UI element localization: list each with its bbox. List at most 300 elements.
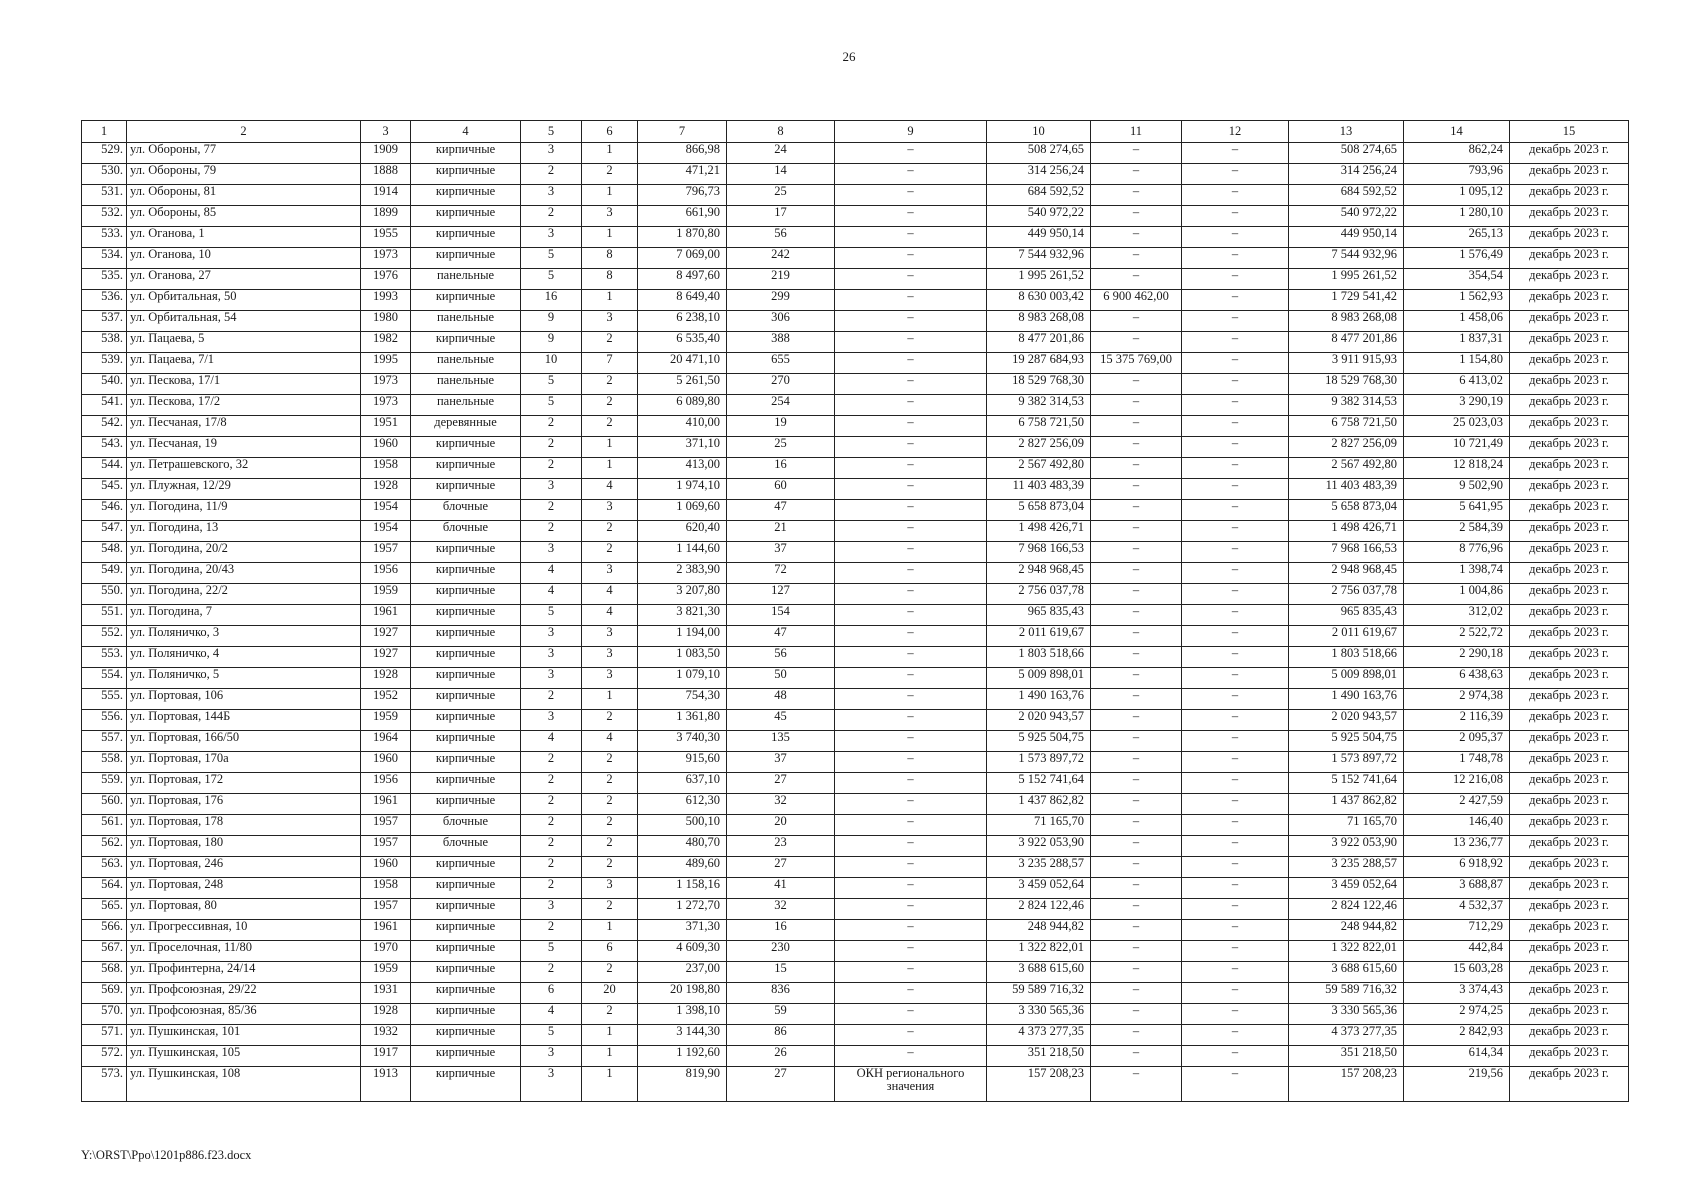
table-cell: декабрь 2023 г. xyxy=(1510,206,1629,227)
table-cell: 354,54 xyxy=(1404,269,1510,290)
table-cell: ул. Оганова, 27 xyxy=(127,269,361,290)
table-cell: – xyxy=(835,689,987,710)
table-cell: кирпичные xyxy=(411,332,521,353)
table-cell: 1 083,50 xyxy=(638,647,727,668)
table-cell: 254 xyxy=(727,395,835,416)
table-cell: – xyxy=(1091,899,1182,920)
table-cell: 1 562,93 xyxy=(1404,290,1510,311)
table-cell: кирпичные xyxy=(411,479,521,500)
table-cell: – xyxy=(1091,206,1182,227)
table-cell: 154 xyxy=(727,605,835,626)
table-cell: кирпичные xyxy=(411,164,521,185)
table-cell: 1 322 822,01 xyxy=(987,941,1091,962)
table-cell: 819,90 xyxy=(638,1067,727,1102)
table-cell: 1 437 862,82 xyxy=(987,794,1091,815)
table-cell: 554. xyxy=(82,668,127,689)
table-row xyxy=(82,479,1629,500)
table-cell: ул. Поляничко, 4 xyxy=(127,647,361,668)
table-cell: 4 xyxy=(582,605,638,626)
table-cell: – xyxy=(1182,542,1289,563)
table-cell: 3 xyxy=(582,647,638,668)
table-cell: 1976 xyxy=(361,269,411,290)
table-row xyxy=(82,689,1629,710)
table-cell: 544. xyxy=(82,458,127,479)
column-header: 12 xyxy=(1182,121,1289,143)
table-cell: ул. Портовая, 80 xyxy=(127,899,361,920)
table-cell: 3 922 053,90 xyxy=(987,836,1091,857)
table-cell: – xyxy=(1091,626,1182,647)
table-cell: декабрь 2023 г. xyxy=(1510,857,1629,878)
table-cell: 449 950,14 xyxy=(987,227,1091,248)
table-cell: – xyxy=(1091,227,1182,248)
table-cell: 371,10 xyxy=(638,437,727,458)
table-cell: 3 xyxy=(521,647,582,668)
table-cell: декабрь 2023 г. xyxy=(1510,836,1629,857)
table-cell: 26 xyxy=(727,1046,835,1067)
table-cell: 2 xyxy=(521,857,582,878)
table-row xyxy=(82,458,1629,479)
table-cell: ул. Погодина, 7 xyxy=(127,605,361,626)
table-cell: 1973 xyxy=(361,248,411,269)
table-cell: – xyxy=(1182,626,1289,647)
table-cell: – xyxy=(1182,332,1289,353)
table-cell: ОКН регионального значения xyxy=(835,1067,987,1102)
table-cell: – xyxy=(835,563,987,584)
table-cell: – xyxy=(1091,752,1182,773)
table-row xyxy=(82,920,1629,941)
table-cell: 2 824 122,46 xyxy=(987,899,1091,920)
table-cell: 1959 xyxy=(361,584,411,605)
table-cell: 4 373 277,35 xyxy=(1289,1025,1404,1046)
table-cell: ул. Плужная, 12/29 xyxy=(127,479,361,500)
table-cell: – xyxy=(835,164,987,185)
table-cell: 1980 xyxy=(361,311,411,332)
table-cell: 562. xyxy=(82,836,127,857)
table-cell: – xyxy=(835,773,987,794)
table-cell: 556. xyxy=(82,710,127,731)
table-cell: декабрь 2023 г. xyxy=(1510,164,1629,185)
table-cell: – xyxy=(1182,416,1289,437)
table-cell: 2 xyxy=(582,836,638,857)
table-cell: 538. xyxy=(82,332,127,353)
table-cell: декабрь 2023 г. xyxy=(1510,899,1629,920)
table-cell: 4 609,30 xyxy=(638,941,727,962)
table-cell: 48 xyxy=(727,689,835,710)
table-cell: 3 688 615,60 xyxy=(987,962,1091,983)
table-cell: – xyxy=(1182,227,1289,248)
table-cell: – xyxy=(1182,605,1289,626)
table-cell: декабрь 2023 г. xyxy=(1510,584,1629,605)
table-cell: 866,98 xyxy=(638,143,727,164)
table-cell: – xyxy=(1182,1025,1289,1046)
table-cell: 1 154,80 xyxy=(1404,353,1510,374)
table-row xyxy=(82,1025,1629,1046)
table-row xyxy=(82,962,1629,983)
table-cell: 72 xyxy=(727,563,835,584)
table-cell: 550. xyxy=(82,584,127,605)
table-cell: 3 xyxy=(582,878,638,899)
table-cell: панельные xyxy=(411,269,521,290)
table-cell: 4 xyxy=(521,1004,582,1025)
table-cell: – xyxy=(1091,962,1182,983)
housing-table xyxy=(81,120,1629,1102)
table-cell: – xyxy=(835,437,987,458)
table-cell: 542. xyxy=(82,416,127,437)
table-cell: 5 152 741,64 xyxy=(987,773,1091,794)
table-cell: кирпичные xyxy=(411,857,521,878)
table-cell: декабрь 2023 г. xyxy=(1510,941,1629,962)
table-cell: кирпичные xyxy=(411,710,521,731)
table-cell: 9 xyxy=(521,332,582,353)
table-cell: – xyxy=(1182,500,1289,521)
table-cell: ул. Портовая, 248 xyxy=(127,878,361,899)
table-row xyxy=(82,563,1629,584)
table-cell: 1 803 518,66 xyxy=(1289,647,1404,668)
table-cell: 2 427,59 xyxy=(1404,794,1510,815)
table-cell: – xyxy=(1182,794,1289,815)
table-cell: 1959 xyxy=(361,710,411,731)
table-cell: 413,00 xyxy=(638,458,727,479)
table-cell: 1 398,74 xyxy=(1404,563,1510,584)
table-cell: ул. Пескова, 17/1 xyxy=(127,374,361,395)
table-cell: 1960 xyxy=(361,857,411,878)
table-cell: 489,60 xyxy=(638,857,727,878)
table-cell: 655 xyxy=(727,353,835,374)
table-cell: 551. xyxy=(82,605,127,626)
table-cell: – xyxy=(835,416,987,437)
table-cell: – xyxy=(835,290,987,311)
table-cell: 1914 xyxy=(361,185,411,206)
table-cell: блочные xyxy=(411,836,521,857)
table-cell: блочные xyxy=(411,815,521,836)
table-cell: 23 xyxy=(727,836,835,857)
table-cell: 71 165,70 xyxy=(1289,815,1404,836)
table-cell: 1957 xyxy=(361,899,411,920)
table-cell: кирпичные xyxy=(411,1004,521,1025)
table-cell: 836 xyxy=(727,983,835,1004)
table-cell: 2 xyxy=(521,521,582,542)
table-cell: 2 xyxy=(582,773,638,794)
table-cell: декабрь 2023 г. xyxy=(1510,311,1629,332)
table-cell: 7 544 932,96 xyxy=(1289,248,1404,269)
table-row xyxy=(82,857,1629,878)
table-cell: 2 xyxy=(582,962,638,983)
table-cell: декабрь 2023 г. xyxy=(1510,1067,1629,1102)
table-cell: 1 079,10 xyxy=(638,668,727,689)
table-cell: 37 xyxy=(727,542,835,563)
table-row xyxy=(82,500,1629,521)
table-cell: 4 xyxy=(521,584,582,605)
table-cell: 2 974,25 xyxy=(1404,1004,1510,1025)
table-cell: декабрь 2023 г. xyxy=(1510,185,1629,206)
table-cell: 7 968 166,53 xyxy=(987,542,1091,563)
table-cell: – xyxy=(1091,521,1182,542)
table-cell: 3 xyxy=(582,626,638,647)
table-cell: – xyxy=(835,311,987,332)
table-cell: ул. Оганова, 1 xyxy=(127,227,361,248)
column-header: 15 xyxy=(1510,121,1629,143)
table-cell: 1 xyxy=(582,458,638,479)
table-cell: 545. xyxy=(82,479,127,500)
table-cell: декабрь 2023 г. xyxy=(1510,1004,1629,1025)
table-cell: ул. Погодина, 20/2 xyxy=(127,542,361,563)
table-cell: 1993 xyxy=(361,290,411,311)
table-cell: – xyxy=(835,710,987,731)
table-cell: – xyxy=(1182,668,1289,689)
table-cell: 1 xyxy=(582,290,638,311)
table-cell: декабрь 2023 г. xyxy=(1510,458,1629,479)
table-cell: 18 529 768,30 xyxy=(1289,374,1404,395)
table-cell: 1927 xyxy=(361,647,411,668)
table-cell: 2 xyxy=(521,794,582,815)
table-cell: декабрь 2023 г. xyxy=(1510,626,1629,647)
table-cell: 312,02 xyxy=(1404,605,1510,626)
table-cell: 3 207,80 xyxy=(638,584,727,605)
table-cell: – xyxy=(1182,395,1289,416)
column-header: 13 xyxy=(1289,121,1404,143)
table-cell: 1957 xyxy=(361,815,411,836)
table-cell: 965 835,43 xyxy=(987,605,1091,626)
table-cell: 1957 xyxy=(361,542,411,563)
table-cell: 712,29 xyxy=(1404,920,1510,941)
table-cell: кирпичные xyxy=(411,563,521,584)
table-cell: панельные xyxy=(411,353,521,374)
table-cell: – xyxy=(1091,332,1182,353)
table-cell: 7 069,00 xyxy=(638,248,727,269)
table-cell: 1954 xyxy=(361,500,411,521)
table-cell: 559. xyxy=(82,773,127,794)
table-cell: панельные xyxy=(411,311,521,332)
table-cell: 2 584,39 xyxy=(1404,521,1510,542)
table-cell: 265,13 xyxy=(1404,227,1510,248)
table-cell: – xyxy=(1182,521,1289,542)
table-cell: – xyxy=(1182,164,1289,185)
table-cell: – xyxy=(835,626,987,647)
table-cell: 8 477 201,86 xyxy=(1289,332,1404,353)
table-cell: – xyxy=(1182,752,1289,773)
table-cell: 2 011 619,67 xyxy=(1289,626,1404,647)
table-cell: декабрь 2023 г. xyxy=(1510,878,1629,899)
table-cell: 8 630 003,42 xyxy=(987,290,1091,311)
table-cell: декабрь 2023 г. xyxy=(1510,479,1629,500)
table-cell: – xyxy=(1182,353,1289,374)
table-cell: 1 870,80 xyxy=(638,227,727,248)
table-cell: 1 458,06 xyxy=(1404,311,1510,332)
table-cell: 15 603,28 xyxy=(1404,962,1510,983)
table-cell: 612,30 xyxy=(638,794,727,815)
table-cell: 1 095,12 xyxy=(1404,185,1510,206)
table-cell: 2 948 968,45 xyxy=(1289,563,1404,584)
table-cell: 480,70 xyxy=(638,836,727,857)
table-cell: 10 721,49 xyxy=(1404,437,1510,458)
table-cell: 449 950,14 xyxy=(1289,227,1404,248)
table-cell: 1888 xyxy=(361,164,411,185)
table-cell: – xyxy=(835,668,987,689)
table-cell: 1 573 897,72 xyxy=(987,752,1091,773)
table-cell: – xyxy=(835,731,987,752)
table-cell: 12 818,24 xyxy=(1404,458,1510,479)
table-cell: 563. xyxy=(82,857,127,878)
table-cell: – xyxy=(1091,731,1182,752)
table-cell: – xyxy=(1091,794,1182,815)
column-header: 3 xyxy=(361,121,411,143)
table-cell: 3 xyxy=(521,185,582,206)
table-cell: 3 911 915,93 xyxy=(1289,353,1404,374)
table-cell: 12 216,08 xyxy=(1404,773,1510,794)
table-cell: ул. Погодина, 11/9 xyxy=(127,500,361,521)
table-cell: 2 xyxy=(582,815,638,836)
table-row xyxy=(82,668,1629,689)
table-cell: ул. Портовая, 106 xyxy=(127,689,361,710)
table-cell: 19 287 684,93 xyxy=(987,353,1091,374)
table-cell: – xyxy=(835,752,987,773)
table-cell: 1973 xyxy=(361,395,411,416)
table-cell: – xyxy=(835,836,987,857)
table-cell: кирпичные xyxy=(411,689,521,710)
table-cell: 570. xyxy=(82,1004,127,1025)
table-cell: 3 xyxy=(582,668,638,689)
table-cell: – xyxy=(835,1025,987,1046)
table-cell: 9 382 314,53 xyxy=(987,395,1091,416)
table-row xyxy=(82,836,1629,857)
table-cell: ул. Пушкинская, 101 xyxy=(127,1025,361,1046)
table-cell: 620,40 xyxy=(638,521,727,542)
table-row xyxy=(82,290,1629,311)
table-cell: 25 xyxy=(727,185,835,206)
table-cell: 1964 xyxy=(361,731,411,752)
table-cell: – xyxy=(835,941,987,962)
table-cell: ул. Прогрессивная, 10 xyxy=(127,920,361,941)
table-cell: 1956 xyxy=(361,773,411,794)
table-cell: – xyxy=(1091,1004,1182,1025)
table-cell: ул. Оганова, 10 xyxy=(127,248,361,269)
table-cell: 552. xyxy=(82,626,127,647)
table-cell: 1 158,16 xyxy=(638,878,727,899)
table-cell: 2 xyxy=(521,416,582,437)
table-cell: 24 xyxy=(727,143,835,164)
table-cell: – xyxy=(1091,1046,1182,1067)
table-cell: 8 983 268,08 xyxy=(1289,311,1404,332)
table-cell: 1 280,10 xyxy=(1404,206,1510,227)
table-cell: ул. Пескова, 17/2 xyxy=(127,395,361,416)
table-cell: 6 758 721,50 xyxy=(987,416,1091,437)
table-cell: 2 756 037,78 xyxy=(1289,584,1404,605)
table-cell: кирпичные xyxy=(411,731,521,752)
table-cell: кирпичные xyxy=(411,206,521,227)
table-header xyxy=(82,121,1629,143)
table-cell: – xyxy=(835,248,987,269)
table-cell: кирпичные xyxy=(411,227,521,248)
table-cell: декабрь 2023 г. xyxy=(1510,500,1629,521)
table-cell: – xyxy=(1182,941,1289,962)
table-cell: 32 xyxy=(727,899,835,920)
table-cell: 1 xyxy=(582,437,638,458)
table-cell: 1957 xyxy=(361,836,411,857)
table-cell: кирпичные xyxy=(411,647,521,668)
table-cell: 16 xyxy=(521,290,582,311)
table-cell: декабрь 2023 г. xyxy=(1510,521,1629,542)
table-cell: – xyxy=(1182,563,1289,584)
table-row xyxy=(82,584,1629,605)
table-cell: 2 xyxy=(521,920,582,941)
table-cell: 543. xyxy=(82,437,127,458)
table-cell: 1960 xyxy=(361,752,411,773)
table-cell: 5 009 898,01 xyxy=(987,668,1091,689)
table-cell: – xyxy=(1182,815,1289,836)
table-cell: – xyxy=(835,332,987,353)
table-cell: декабрь 2023 г. xyxy=(1510,332,1629,353)
table-cell: кирпичные xyxy=(411,605,521,626)
table-cell: – xyxy=(1091,458,1182,479)
table-cell: 1961 xyxy=(361,794,411,815)
table-cell: 13 236,77 xyxy=(1404,836,1510,857)
table-cell: 6 xyxy=(521,983,582,1004)
column-header: 10 xyxy=(987,121,1091,143)
table-cell: – xyxy=(835,458,987,479)
table-cell: 86 xyxy=(727,1025,835,1046)
table-cell: 2 948 968,45 xyxy=(987,563,1091,584)
table-cell: 8 649,40 xyxy=(638,290,727,311)
table-cell: 548. xyxy=(82,542,127,563)
table-cell: – xyxy=(1091,164,1182,185)
table-cell: 1 974,10 xyxy=(638,479,727,500)
column-header: 14 xyxy=(1404,121,1510,143)
table-cell: декабрь 2023 г. xyxy=(1510,962,1629,983)
table-cell: – xyxy=(1182,206,1289,227)
table-cell: 3 xyxy=(582,500,638,521)
table-cell: 2 290,18 xyxy=(1404,647,1510,668)
table-cell: ул. Песчаная, 17/8 xyxy=(127,416,361,437)
table-cell: 2 xyxy=(582,521,638,542)
table-cell: – xyxy=(1182,584,1289,605)
column-header: 6 xyxy=(582,121,638,143)
table-cell: 540. xyxy=(82,374,127,395)
table-cell: 2 xyxy=(582,752,638,773)
table-row xyxy=(82,710,1629,731)
table-cell: 314 256,24 xyxy=(1289,164,1404,185)
column-header: 9 xyxy=(835,121,987,143)
table-cell: 6 758 721,50 xyxy=(1289,416,1404,437)
table-cell: – xyxy=(1091,668,1182,689)
table-cell: 1909 xyxy=(361,143,411,164)
table-cell: 127 xyxy=(727,584,835,605)
table-cell: 6 918,92 xyxy=(1404,857,1510,878)
table-cell: 8 xyxy=(582,269,638,290)
table-cell: кирпичные xyxy=(411,773,521,794)
table-cell: 2 xyxy=(521,500,582,521)
table-cell: – xyxy=(1091,500,1182,521)
table-cell: кирпичные xyxy=(411,962,521,983)
table-cell: 530. xyxy=(82,164,127,185)
table-cell: 3 xyxy=(521,710,582,731)
table-cell: 3 xyxy=(521,143,582,164)
table-cell: 529. xyxy=(82,143,127,164)
table-cell: 1961 xyxy=(361,920,411,941)
table-cell: 2 xyxy=(582,332,638,353)
table-cell: – xyxy=(835,479,987,500)
table-cell: 27 xyxy=(727,857,835,878)
table-cell: кирпичные xyxy=(411,794,521,815)
table-cell: 1 322 822,01 xyxy=(1289,941,1404,962)
table-cell: 2 xyxy=(521,206,582,227)
table-cell: – xyxy=(1182,710,1289,731)
table-cell: декабрь 2023 г. xyxy=(1510,563,1629,584)
table-cell: декабрь 2023 г. xyxy=(1510,689,1629,710)
table-cell: кирпичные xyxy=(411,752,521,773)
table-cell: 4 xyxy=(521,731,582,752)
table-cell: 37 xyxy=(727,752,835,773)
table-cell: 248 944,82 xyxy=(1289,920,1404,941)
